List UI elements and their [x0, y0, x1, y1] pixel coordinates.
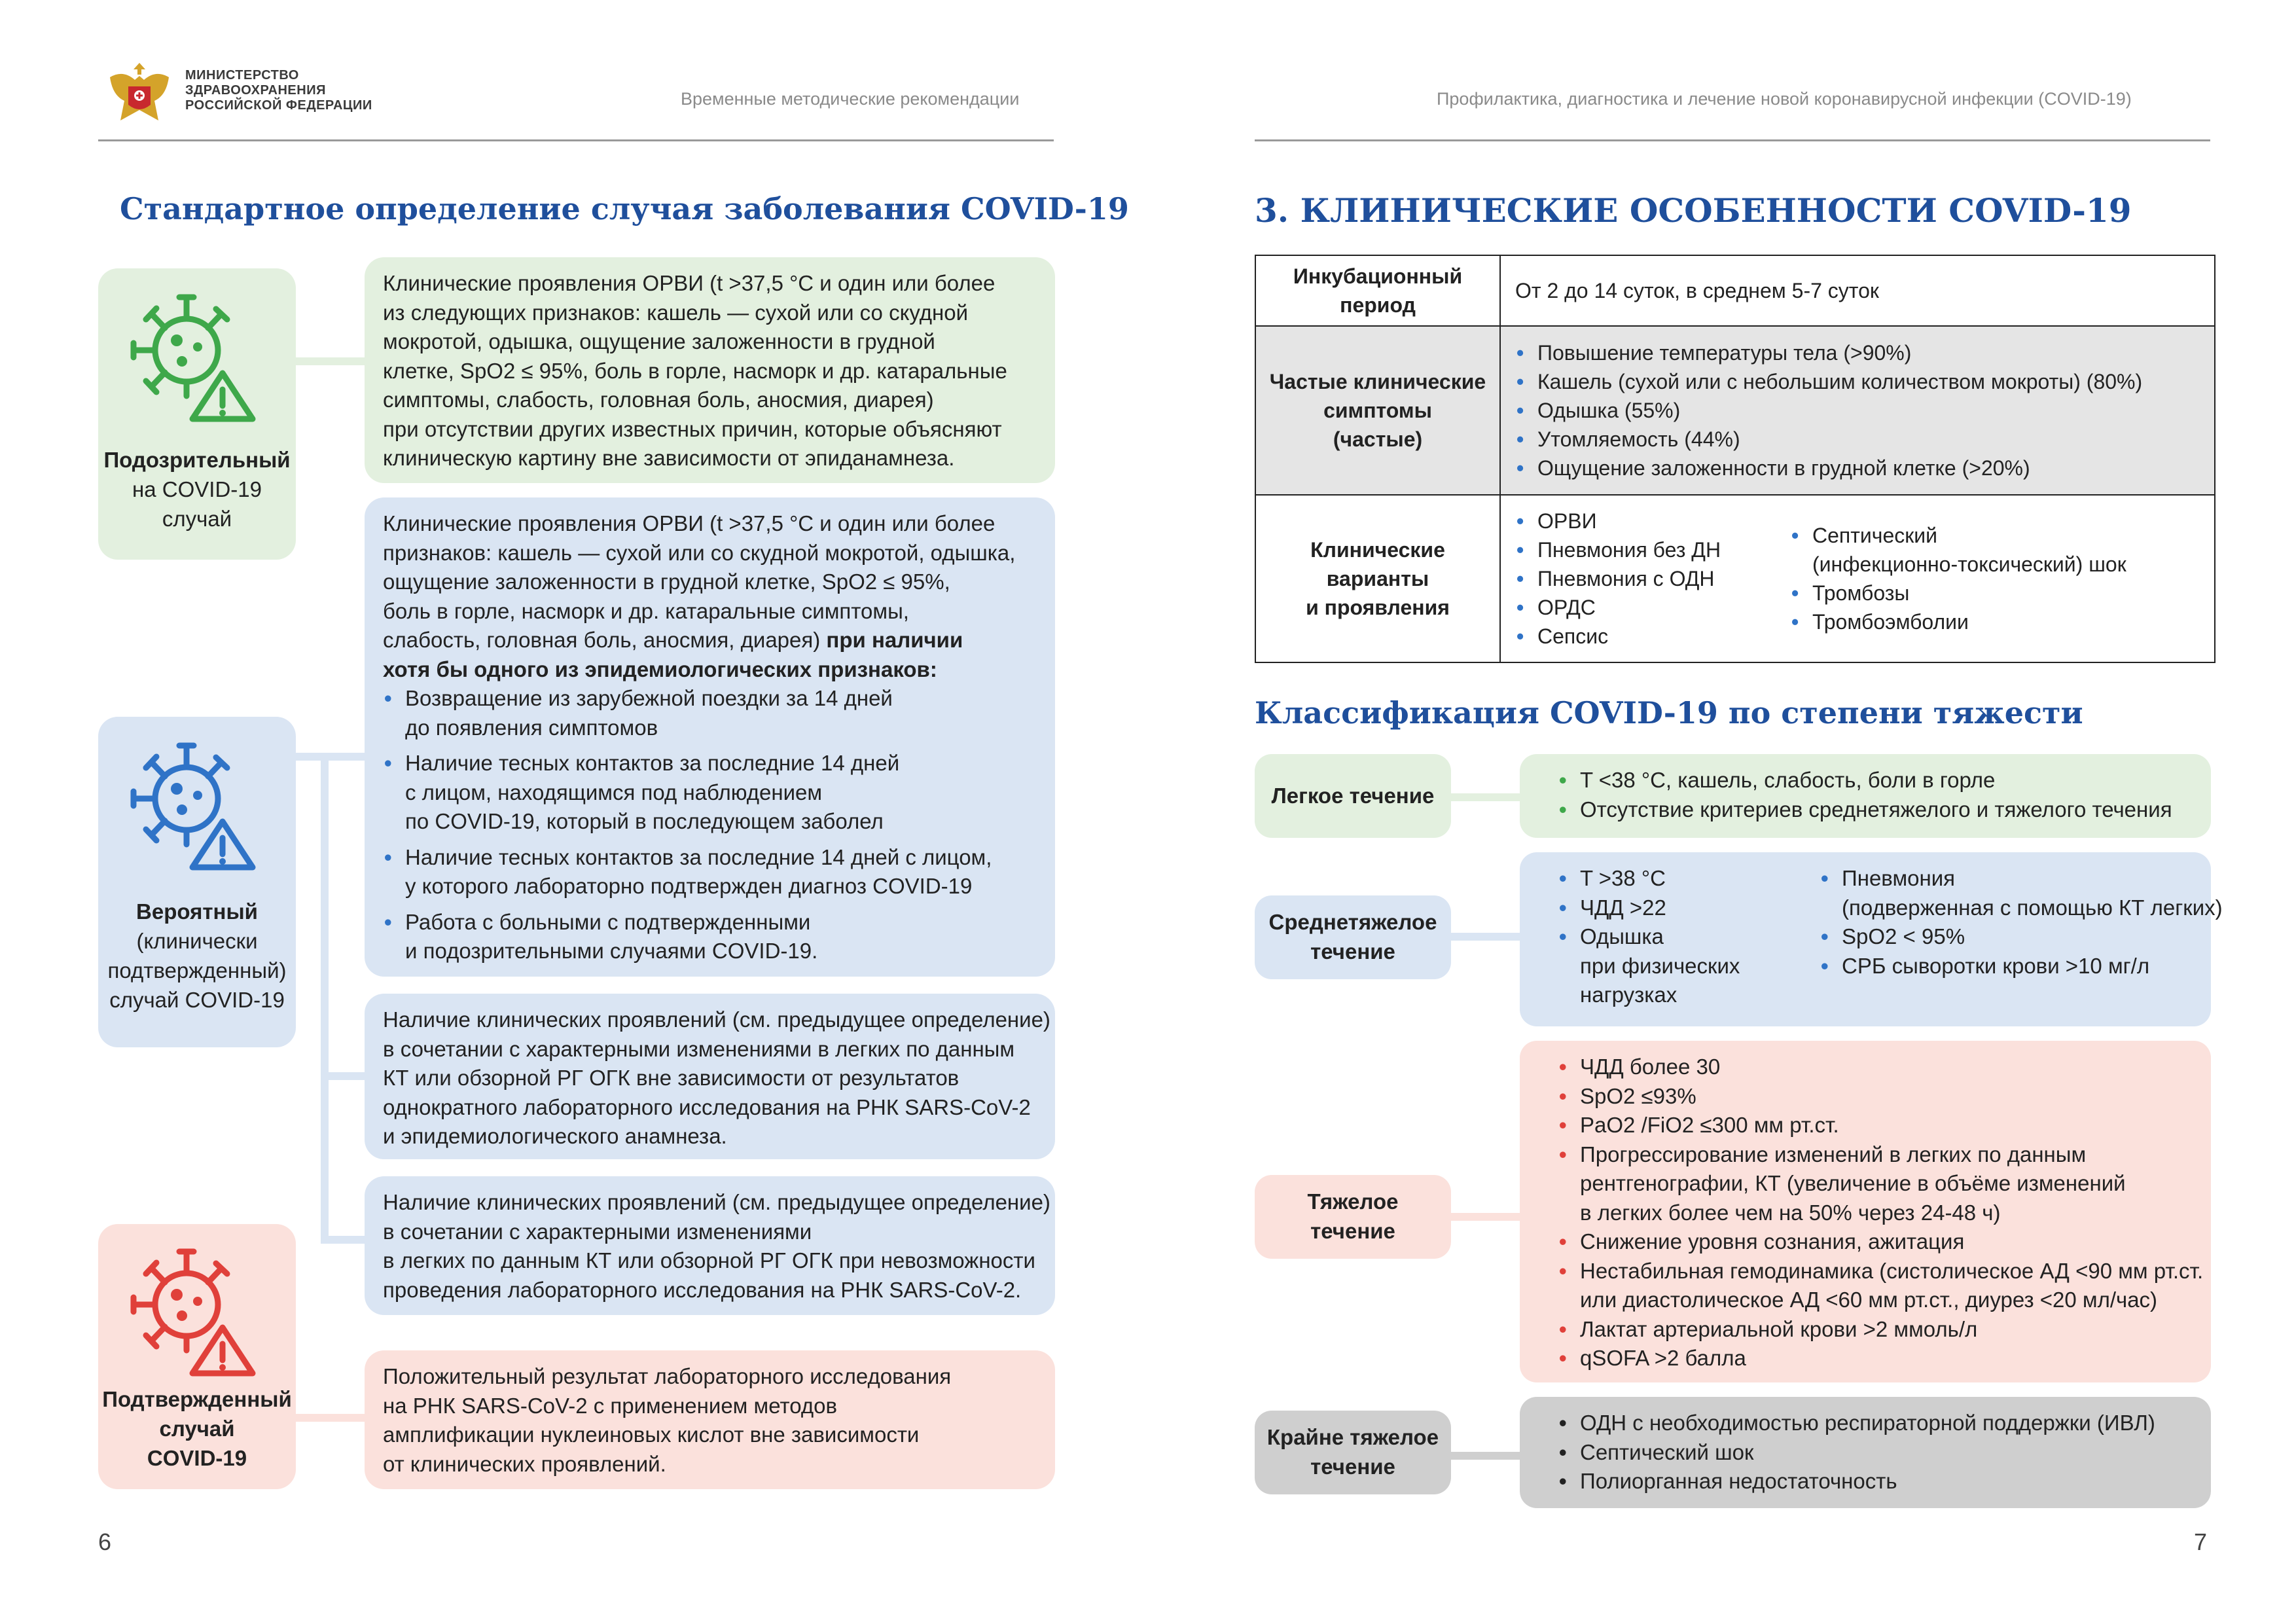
text-line: от клинических проявлений. [383, 1451, 666, 1476]
epidemiological-criterion: • Наличие тесных контактов за последние 14 дней с лицом, находящимся под наблюдением по COVID-19, который в последующем заболел [383, 749, 1015, 837]
epidemiological-criterion: • Работа с больными с подтвержденными и подозрительными случаями COVID-19. [383, 908, 1015, 966]
text-line: слабость, головная боль, аносмия, диарея) при наличии [383, 628, 963, 652]
text-line: амплификации нуклеиновых кислот вне зависимости [383, 1422, 920, 1447]
confirmed-label-line: Подтвержденный [102, 1387, 292, 1411]
list-item: • Тромбоэмболии [1790, 607, 2126, 636]
list-item: • SpO2 ≤93% [1558, 1082, 2203, 1111]
list-item: • PaO2 /FiO2 ≤300 мм рт.ст. [1558, 1111, 2203, 1140]
list-item: • ОРВИ [1515, 507, 1790, 535]
text-line: и эпидемиологического анамнеза. [383, 1124, 727, 1148]
list-item: • Тромбозы [1790, 579, 2126, 607]
moderate-severity-label: Среднетяжелое течение [1255, 895, 1451, 979]
page-number-right: 7 [2194, 1528, 2208, 1555]
probable-label-bold: Вероятный [136, 899, 258, 924]
connector [321, 753, 368, 761]
left-section-title: Стандартное определение случая заболевания COVID-19 [120, 191, 1129, 226]
list-item: • ЧДД более 30 [1558, 1053, 2203, 1082]
confirmed-definition-box [365, 1350, 1055, 1489]
confirmed-label-line: случай [159, 1416, 235, 1441]
probable-definition-box-1 [365, 497, 1055, 977]
text-line: клетке, SpO2 ≤ 95%, боль в горле, насморк и др. катаральные [383, 358, 1007, 383]
suspected-label-bold: Подозрительный [103, 448, 291, 472]
right-section-title: 3. КЛИНИЧЕСКИЕ ОСОБЕННОСТИ COVID-19 [1255, 191, 2132, 230]
confirmed-label-line: COVID-19 [147, 1446, 247, 1470]
text-line: однократного лабораторного исследования на РНК SARS-CoV-2 [383, 1094, 1031, 1119]
connector [321, 1072, 368, 1080]
connector [296, 357, 368, 365]
list-item: • Одышка (55%) [1515, 396, 2214, 425]
connector [296, 1414, 368, 1422]
list-item: • Септический (инфекционно-токсический) шок [1790, 521, 2126, 579]
list-item: • Одышка при физических нагрузках [1558, 922, 1806, 1010]
suspected-label-line: на COVID-19 [132, 477, 262, 501]
text-line: боль в горле, насморк и др. катаральные симптомы, [383, 598, 909, 623]
emblem-icon [103, 58, 175, 130]
list-item: • Пневмония без ДН [1515, 535, 1790, 564]
list-item: • SpO2 < 95% [1820, 922, 2223, 952]
moderate-severity-criteria [1520, 852, 2223, 1026]
probable-definition-box-2 [365, 994, 1055, 1159]
list-item: • Прогрессирование изменений в легких по данным рентгенографии, КТ (увеличение в объёме изменений в легких более чем на 50% через 24-48 ч) [1558, 1140, 2203, 1228]
text-line: в легких по данным КТ или обзорной РГ ОГК при невозможности [383, 1248, 1035, 1272]
text-line: при отсутствии других известных причин, которые объясняют [383, 416, 1002, 441]
page-number-left: 6 [98, 1528, 112, 1555]
connector [1451, 933, 1523, 941]
epidemiological-criterion: • Наличие тесных контактов за последние 14 дней с лицом, у которого лабораторно подтвержден диагноз COVID-19 [383, 843, 1015, 901]
list-item: • Снижение уровня сознания, ажитация [1558, 1227, 2203, 1257]
list-item: • Септический шок [1558, 1438, 2155, 1468]
text-line: Наличие клинических проявлений (см. предыдущее определение) [383, 1190, 1050, 1214]
text-line: на РНК SARS-CoV-2 с применением методов [383, 1393, 837, 1418]
list-item: • Пневмония с ОДН [1515, 564, 1790, 593]
list-item: • T <38 °C, кашель, слабость, боли в горле [1558, 766, 2172, 795]
text-line: мокротой, одышка, ощущение заложенности в грудной [383, 329, 935, 353]
list-item: • Ощущение заложенности в грудной клетке (>20%) [1515, 454, 2214, 482]
text-line: хотя бы одного из эпидемиологических признаков: [383, 657, 937, 681]
text-line: клиническую картину вне зависимости от эпиданамнеза. [383, 446, 955, 470]
ministry-name: МИНИСТЕРСТВО ЗДРАВООХРАНЕНИЯ РОССИЙСКОЙ ФЕДЕРАЦИИ [185, 68, 372, 113]
table-row-head: Частые клинические симптомы (частые) [1255, 326, 1500, 495]
text-line: из следующих признаков: кашель — сухой или со скудной [383, 300, 969, 325]
text-line: ощущение заложенности в грудной клетке, SpO2 ≤ 95%, [383, 569, 950, 594]
probable-label-line: (клинически [136, 929, 258, 953]
list-item: • T >38 °C [1558, 864, 1806, 893]
table-cell [1500, 326, 2215, 495]
table-row-head: Инкубационный период [1255, 255, 1500, 326]
mild-severity-criteria [1520, 754, 2211, 838]
table-cell: От 2 до 14 суток, в среднем 5-7 суток [1500, 255, 2215, 326]
suspected-label-line: случай [162, 507, 232, 531]
list-item: • Лактат артериальной крови >2 ммоль/л [1558, 1315, 2203, 1344]
list-item: • Утомляемость (44%) [1515, 425, 2214, 454]
text-line: КТ или обзорной РГ ОГК вне зависимости от результатов [383, 1066, 960, 1090]
header-rule-left [98, 139, 1054, 141]
list-item: • Повышение температуры тела (>90%) [1515, 338, 2214, 367]
clinical-features-table [1255, 255, 2215, 663]
list-item: • qSOFA >2 балла [1558, 1344, 2203, 1373]
critical-severity-label: Крайне тяжелое течение [1255, 1411, 1451, 1494]
severe-severity-criteria [1520, 1041, 2211, 1382]
mild-severity-label: Легкое течение [1255, 754, 1451, 838]
probable-label-line: случай COVID-19 [109, 988, 285, 1012]
virus-warning-icon [124, 736, 268, 874]
text-line: признаков: кашель — сухой или со скудной мокротой, одышка, [383, 540, 1016, 565]
text-line: в сочетании с характерными изменениями [383, 1219, 812, 1244]
connector [1451, 793, 1523, 801]
text-line: Наличие клинических проявлений (см. предыдущее определение) [383, 1007, 1050, 1032]
header-left-title: Временные методические рекомендации [681, 89, 1020, 109]
virus-warning-icon [124, 1242, 268, 1380]
header-right-title: Профилактика, диагностика и лечение новой коронавирусной инфекции (COVID-19) [1437, 89, 2132, 109]
severe-severity-label: Тяжелое течение [1255, 1175, 1451, 1259]
probable-label-line: подтвержденный) [107, 958, 287, 983]
text-line: Клинические проявления ОРВИ (t >37,5 °C и один или более [383, 511, 996, 535]
list-item: • ОРДС [1515, 593, 1790, 622]
connector [321, 753, 329, 1244]
list-item: • Кашель (сухой или с небольшим количеством мокроты) (80%) [1515, 367, 2214, 396]
suspected-case-card [98, 268, 296, 560]
list-item: • Нестабильная гемодинамика (систолическое АД <90 мм рт.ст. или диастолическое АД <60 мм рт.ст., диурез <20 мл/час) [1558, 1257, 2203, 1315]
classification-title: Классификация COVID-19 по степени тяжести [1255, 695, 2083, 731]
list-item: • Полиорганная недостаточность [1558, 1467, 2155, 1496]
table-cell [1500, 495, 2215, 662]
list-item: • ЧДД >22 [1558, 893, 1806, 923]
list-item: • Сепсис [1515, 622, 1790, 651]
text-line: в сочетании с характерными изменениями в легких по данным [383, 1036, 1015, 1061]
connector [321, 1236, 368, 1244]
list-item: • Отсутствие критериев среднетяжелого и тяжелого течения [1558, 795, 2172, 825]
probable-case-card [98, 717, 296, 1047]
suspected-definition-box [365, 257, 1055, 483]
connector [1451, 1452, 1523, 1460]
connector [1451, 1213, 1523, 1221]
table-row-head: Клинические варианты и проявления [1255, 495, 1500, 662]
header-rule-right [1255, 139, 2210, 141]
list-item: • ОДН с необходимостью респираторной поддержки (ИВЛ) [1558, 1409, 2155, 1438]
epidemiological-criterion: • Возвращение из зарубежной поездки за 14 дней до появления симптомов [383, 684, 1015, 742]
text-line: Положительный результат лабораторного исследования [383, 1364, 952, 1388]
confirmed-case-card [98, 1224, 296, 1489]
probable-definition-box-3 [365, 1176, 1055, 1315]
virus-warning-icon [124, 288, 268, 425]
text-line: Клинические проявления ОРВИ (t >37,5 °C и один или более [383, 271, 996, 295]
list-item: • СРБ сыворотки крови >10 мг/л [1820, 952, 2223, 981]
text-line: симптомы, слабость, головная боль, аносмия, диарея) [383, 388, 934, 412]
text-line: проведения лабораторного исследования на РНК SARS-CoV-2. [383, 1277, 1022, 1302]
critical-severity-criteria [1520, 1397, 2211, 1508]
list-item: • Пневмония (подверженная с помощью КТ легких) [1820, 864, 2223, 922]
